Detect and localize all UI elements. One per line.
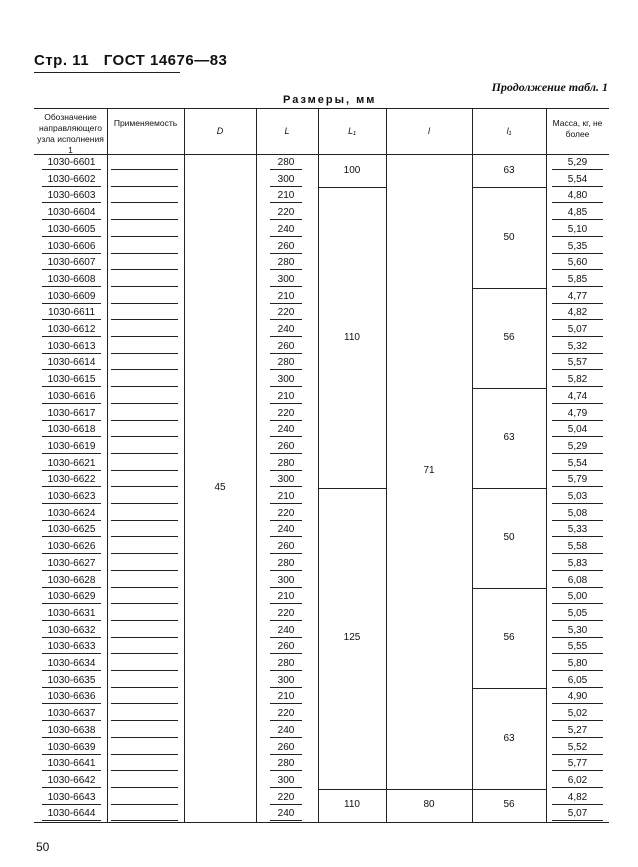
- header-mass: Масса, кг, не более: [552, 118, 603, 139]
- l-cell: 210: [270, 290, 302, 304]
- sizes-label: Размеры, мм: [283, 94, 377, 106]
- header-underline: [34, 72, 180, 73]
- designation-cell: 1030-6629: [42, 590, 101, 604]
- l-cell: 300: [270, 173, 302, 187]
- designation-cell: 1030-6637: [42, 707, 101, 721]
- l-cell: 220: [270, 607, 302, 621]
- l-cell: 260: [270, 340, 302, 354]
- group-l1-cell: 56: [503, 799, 515, 811]
- mass-cell: 5,29: [552, 440, 603, 454]
- l-cell: 220: [270, 306, 302, 320]
- designation-cell: 1030-6638: [42, 724, 101, 738]
- applicability-cell: [111, 223, 178, 237]
- applicability-cell: [111, 707, 178, 721]
- mass-cell: 5,83: [552, 557, 603, 571]
- designation-cell: 1030-6611: [42, 306, 101, 320]
- designation-cell: 1030-6609: [42, 290, 101, 304]
- applicability-cell: [111, 774, 178, 788]
- mass-cell: 6,05: [552, 674, 603, 688]
- group-l1-cell: 50: [503, 231, 515, 243]
- designation-cell: 1030-6608: [42, 273, 101, 287]
- group-divider: [318, 187, 386, 188]
- applicability-cell: [111, 741, 178, 755]
- l-cell: 240: [270, 523, 302, 537]
- l-cell: 280: [270, 156, 302, 170]
- applicability-cell: [111, 306, 178, 320]
- header-l1-upper: L₁: [348, 126, 356, 136]
- designation-cell: 1030-6617: [42, 407, 101, 421]
- l-cell: 210: [270, 690, 302, 704]
- designation-cell: 1030-6634: [42, 657, 101, 671]
- designation-cell: 1030-6603: [42, 189, 101, 203]
- applicability-cell: [111, 657, 178, 671]
- applicability-cell: [111, 640, 178, 654]
- table-top-line: [34, 108, 609, 109]
- l-cell: 280: [270, 256, 302, 270]
- mass-cell: 4,90: [552, 690, 603, 704]
- l-cell: 240: [270, 624, 302, 638]
- l-cell: 220: [270, 206, 302, 220]
- designation-cell: 1030-6615: [42, 373, 101, 387]
- applicability-cell: [111, 540, 178, 554]
- l-cell: 220: [270, 707, 302, 721]
- group-l1-cell: 56: [503, 632, 515, 644]
- applicability-cell: [111, 323, 178, 337]
- group-l1-cell: 50: [503, 532, 515, 544]
- applicability-cell: [111, 807, 178, 821]
- l-cell: 300: [270, 273, 302, 287]
- column-divider: [256, 108, 257, 822]
- mass-cell: 4,79: [552, 407, 603, 421]
- l-cell: 280: [270, 557, 302, 571]
- group-divider: [318, 488, 386, 489]
- l-cell: 280: [270, 356, 302, 370]
- l-cell: 220: [270, 507, 302, 521]
- l-cell: 280: [270, 657, 302, 671]
- applicability-cell: [111, 240, 178, 254]
- group-l1-cell: 100: [343, 164, 361, 176]
- applicability-cell: [111, 256, 178, 270]
- column-divider: [546, 108, 547, 822]
- designation-cell: 1030-6625: [42, 523, 101, 537]
- applicability-cell: [111, 624, 178, 638]
- l-cell: 260: [270, 540, 302, 554]
- applicability-cell: [111, 724, 178, 738]
- applicability-cell: [111, 356, 178, 370]
- l-cell: 260: [270, 440, 302, 454]
- designation-cell: 1030-6622: [42, 473, 101, 487]
- l-cell: 280: [270, 757, 302, 771]
- designation-cell: 1030-6643: [42, 791, 101, 805]
- applicability-cell: [111, 674, 178, 688]
- column-divider: [472, 108, 473, 822]
- mass-cell: 4,80: [552, 189, 603, 203]
- applicability-cell: [111, 523, 178, 537]
- applicability-cell: [111, 156, 178, 170]
- applicability-cell: [111, 173, 178, 187]
- mass-cell: 5,02: [552, 707, 603, 721]
- mass-cell: 5,10: [552, 223, 603, 237]
- mass-cell: 5,54: [552, 173, 603, 187]
- designation-cell: 1030-6636: [42, 690, 101, 704]
- page-label: Стр. 11: [34, 52, 90, 69]
- mass-cell: 6,08: [552, 574, 603, 588]
- header-designation: Обозначение направляющего узла исполнения 1: [37, 112, 104, 155]
- l-cell: 210: [270, 189, 302, 203]
- group-l-cell: 80: [423, 799, 435, 811]
- l-cell: 240: [270, 323, 302, 337]
- mass-cell: 5,30: [552, 624, 603, 638]
- mass-cell: 4,77: [552, 290, 603, 304]
- mass-cell: 4,85: [552, 206, 603, 220]
- group-l1-cell: 56: [503, 331, 515, 343]
- l-cell: 260: [270, 240, 302, 254]
- designation-cell: 1030-6606: [42, 240, 101, 254]
- applicability-cell: [111, 690, 178, 704]
- applicability-cell: [111, 407, 178, 421]
- designation-cell: 1030-6641: [42, 757, 101, 771]
- applicability-cell: [111, 390, 178, 404]
- designation-cell: 1030-6621: [42, 457, 101, 471]
- l-cell: 240: [270, 807, 302, 821]
- page-number: 50: [36, 840, 50, 854]
- mass-cell: 5,00: [552, 590, 603, 604]
- mass-cell: 4,74: [552, 390, 603, 404]
- mass-cell: 5,52: [552, 741, 603, 755]
- designation-cell: 1030-6639: [42, 741, 101, 755]
- l-cell: 220: [270, 791, 302, 805]
- designation-cell: 1030-6602: [42, 173, 101, 187]
- applicability-cell: [111, 607, 178, 621]
- mass-cell: 5,57: [552, 356, 603, 370]
- mass-cell: 5,82: [552, 373, 603, 387]
- group-l1-cell: 63: [503, 431, 515, 443]
- designation-cell: 1030-6644: [42, 807, 101, 821]
- applicability-cell: [111, 373, 178, 387]
- group-d-cell: 45: [214, 482, 226, 493]
- applicability-cell: [111, 189, 178, 203]
- mass-cell: 5,08: [552, 507, 603, 521]
- designation-cell: 1030-6604: [42, 206, 101, 220]
- column-divider: [184, 108, 185, 822]
- l-cell: 300: [270, 473, 302, 487]
- applicability-cell: [111, 473, 178, 487]
- header-l1-lower: l₁: [506, 126, 512, 136]
- mass-cell: 5,58: [552, 540, 603, 554]
- mass-cell: 5,07: [552, 807, 603, 821]
- mass-cell: 5,33: [552, 523, 603, 537]
- designation-cell: 1030-6616: [42, 390, 101, 404]
- mass-cell: 5,27: [552, 724, 603, 738]
- column-divider: [107, 108, 108, 822]
- gost-label: ГОСТ 14676—83: [103, 52, 228, 69]
- group-divider: [386, 789, 472, 790]
- designation-cell: 1030-6623: [42, 490, 101, 504]
- l-cell: 300: [270, 574, 302, 588]
- applicability-cell: [111, 507, 178, 521]
- group-l1-cell: 63: [503, 164, 515, 176]
- mass-cell: 5,79: [552, 473, 603, 487]
- l-cell: 220: [270, 407, 302, 421]
- group-divider: [318, 789, 386, 790]
- l-cell: 210: [270, 390, 302, 404]
- header-applicability: Применяемость: [113, 118, 178, 128]
- mass-cell: 5,80: [552, 657, 603, 671]
- designation-cell: 1030-6613: [42, 340, 101, 354]
- l-cell: 260: [270, 741, 302, 755]
- applicability-cell: [111, 440, 178, 454]
- l-cell: 240: [270, 223, 302, 237]
- mass-cell: 5,05: [552, 607, 603, 621]
- l-cell: 240: [270, 423, 302, 437]
- applicability-cell: [111, 457, 178, 471]
- l-cell: 210: [270, 490, 302, 504]
- group-l-cell: 71: [423, 465, 435, 477]
- group-l1-cell: 110: [344, 799, 360, 811]
- designation-cell: 1030-6631: [42, 607, 101, 621]
- applicability-cell: [111, 590, 178, 604]
- applicability-cell: [111, 206, 178, 220]
- mass-cell: 4,82: [552, 306, 603, 320]
- column-divider: [318, 108, 319, 822]
- table-bottom-line: [34, 822, 609, 823]
- designation-cell: 1030-6601: [42, 156, 101, 170]
- designation-cell: 1030-6632: [42, 624, 101, 638]
- l-cell: 300: [270, 373, 302, 387]
- mass-cell: 5,04: [552, 423, 603, 437]
- applicability-cell: [111, 557, 178, 571]
- applicability-cell: [111, 290, 178, 304]
- mass-cell: 5,07: [552, 323, 603, 337]
- header-l: L: [284, 126, 290, 136]
- group-divider: [472, 588, 546, 589]
- l-cell: 260: [270, 640, 302, 654]
- group-divider: [472, 488, 546, 489]
- mass-cell: 5,85: [552, 273, 603, 287]
- l-cell: 300: [270, 774, 302, 788]
- designation-cell: 1030-6607: [42, 256, 101, 270]
- designation-cell: 1030-6626: [42, 540, 101, 554]
- l-cell: 240: [270, 724, 302, 738]
- mass-cell: 5,32: [552, 340, 603, 354]
- applicability-cell: [111, 340, 178, 354]
- mass-cell: 5,55: [552, 640, 603, 654]
- designation-cell: 1030-6612: [42, 323, 101, 337]
- l-cell: 300: [270, 674, 302, 688]
- table-header-line: [34, 154, 609, 155]
- applicability-cell: [111, 791, 178, 805]
- designation-cell: 1030-6624: [42, 507, 101, 521]
- mass-cell: 6,02: [552, 774, 603, 788]
- l-cell: 210: [270, 590, 302, 604]
- l-cell: 280: [270, 457, 302, 471]
- designation-cell: 1030-6633: [42, 640, 101, 654]
- applicability-cell: [111, 757, 178, 771]
- group-divider: [472, 789, 546, 790]
- header-l-lower: l: [428, 126, 430, 136]
- applicability-cell: [111, 273, 178, 287]
- applicability-cell: [111, 490, 178, 504]
- designation-cell: 1030-6642: [42, 774, 101, 788]
- designation-cell: 1030-6618: [42, 423, 101, 437]
- designation-cell: 1030-6605: [42, 223, 101, 237]
- designation-cell: 1030-6635: [42, 674, 101, 688]
- mass-cell: 5,54: [552, 457, 603, 471]
- mass-cell: 4,82: [552, 791, 603, 805]
- mass-cell: 5,03: [552, 490, 603, 504]
- group-divider: [472, 288, 546, 289]
- mass-cell: 5,29: [552, 156, 603, 170]
- applicability-cell: [111, 574, 178, 588]
- group-divider: [472, 688, 546, 689]
- page-header: [34, 52, 227, 69]
- designation-cell: 1030-6628: [42, 574, 101, 588]
- group-divider: [472, 388, 546, 389]
- designation-cell: 1030-6627: [42, 557, 101, 571]
- designation-cell: 1030-6614: [42, 356, 101, 370]
- group-l1-cell: 110: [344, 331, 360, 343]
- mass-cell: 5,60: [552, 256, 603, 270]
- group-l1-cell: 125: [343, 632, 361, 644]
- group-l1-cell: 63: [503, 732, 515, 744]
- group-divider: [472, 187, 546, 188]
- continuation-label: Продолжение табл. 1: [491, 80, 608, 94]
- mass-cell: 5,77: [552, 757, 603, 771]
- header-d: D: [216, 126, 224, 136]
- mass-cell: 5,35: [552, 240, 603, 254]
- applicability-cell: [111, 423, 178, 437]
- designation-cell: 1030-6619: [42, 440, 101, 454]
